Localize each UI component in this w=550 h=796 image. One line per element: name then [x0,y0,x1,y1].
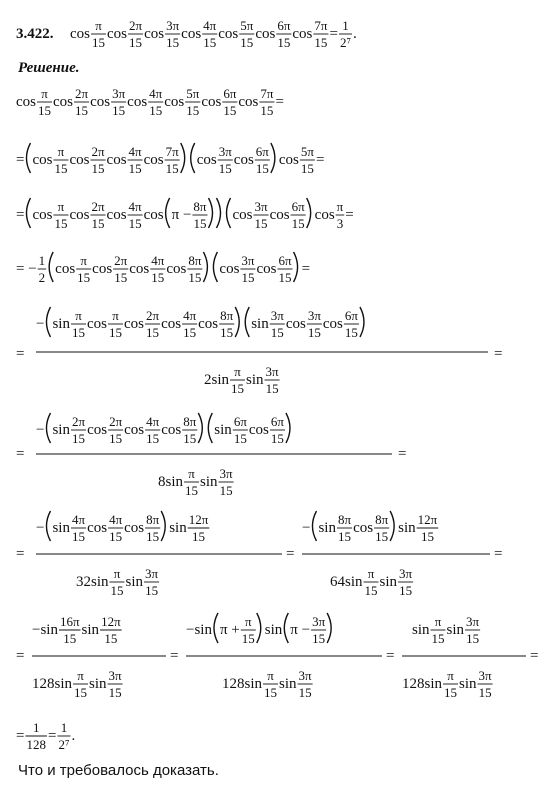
math-text: 2sin [204,372,230,388]
fraction-denominator: 2⁷ [339,35,351,50]
fraction-numerator: 3π [312,614,326,629]
math-text: = [315,152,325,168]
math-text: cos [201,94,222,110]
fraction-denominator: 15 [72,529,86,544]
paren-right [360,307,364,337]
math-text: cos [269,207,290,223]
math-text: cos [256,261,277,277]
fraction-denominator: 15 [74,685,88,700]
fraction-denominator: 128 [26,737,46,752]
fraction-numerator: 8π [337,512,352,527]
conclusion-text: Что и требовалось доказать. [18,762,219,779]
fraction-numerator: π [75,308,82,323]
fraction-denominator: 15 [128,216,142,231]
fraction-denominator: 15 [344,325,358,340]
fraction-denominator: 15 [166,35,180,50]
fraction-numerator: 2π [75,86,89,101]
math-text: sin [81,622,100,638]
fraction-denominator: 15 [307,325,321,340]
fraction-numerator: 2π [129,18,143,33]
math-text: sin [89,676,107,692]
fraction-denominator: 15 [254,216,268,231]
math-text: cos [164,94,185,110]
fraction-numerator: 2π [109,414,123,429]
math-text: cos [285,316,306,332]
fraction-denominator: 15 [109,529,123,544]
fraction-numerator: 7π [314,18,328,33]
fraction-denominator: 15 [149,103,163,118]
fraction-denominator: 15 [146,431,160,446]
math-text: cos [238,94,259,110]
fraction-numerator: 3π [478,668,492,683]
fraction-denominator: 3 [336,216,344,231]
math-text: = [386,648,395,664]
paren-right [161,511,165,541]
fraction-numerator: 7π [260,86,274,101]
fraction-numerator: 8π [188,253,202,268]
fraction-numerator: 1 [60,720,68,735]
math-text: cos [90,94,111,110]
fraction-numerator: 6π [277,18,291,33]
fraction-denominator: 15 [444,685,458,700]
math-text: = [16,152,25,168]
fraction-denominator: 15 [291,216,305,231]
math-text: = [47,728,57,744]
math-text: sin [412,622,430,638]
paren-left [312,511,316,541]
math-text: sin [398,520,416,536]
fraction-numerator: 3π [270,308,284,323]
fraction-denominator: 15 [146,529,160,544]
paren-left [208,413,212,443]
fraction-denominator: 15 [260,103,274,118]
fraction-numerator: 1 [38,253,46,268]
math-text: = [494,546,503,562]
fraction-numerator: π [234,364,241,379]
fraction-denominator: 15 [183,431,197,446]
math-text: = [398,446,407,462]
fraction-numerator: 4π [151,253,165,268]
fraction-denominator: 15 [185,483,199,498]
fraction-denominator: 15 [420,529,434,544]
fraction-numerator: 2π [91,199,105,214]
math-text: cos [107,26,127,42]
fraction-denominator: 15 [145,583,159,598]
fraction-numerator: π [188,466,195,481]
math-text: cos [87,520,108,536]
math-text: = [275,94,284,110]
fraction-denominator: 15 [38,103,51,118]
math-text: sin [264,622,283,638]
math-text: = [170,648,179,664]
math-text: cos [32,152,53,168]
math-text: cos [124,520,145,536]
math-text: . [71,728,76,744]
fraction-numerator: 3π [298,668,312,683]
fraction-numerator: 4π [128,199,142,214]
fraction-numerator: 2π [71,414,86,429]
paren-right [271,143,275,173]
math-text: = [16,346,25,362]
math-text: cos [322,316,343,332]
math-text: cos [248,422,269,438]
fraction-numerator: 7π [165,144,179,159]
fraction-denominator: 15 [72,431,86,446]
fraction-numerator: 3π [265,364,279,379]
paren-left [46,307,50,337]
math-text: cos [161,316,182,332]
paren-left [26,143,30,173]
fraction-denominator: 15 [104,631,118,646]
paren-left [166,198,170,228]
math-text: cos [314,207,335,223]
math-text: −sin [32,622,58,638]
fraction-denominator: 15 [108,685,122,700]
math-text: . [352,26,357,42]
math-text: cos [69,152,90,168]
fraction-numerator: 3π [166,18,180,33]
fraction-denominator: 15 [151,270,165,285]
math-text: cos [87,422,108,438]
math-text: sin [459,676,477,692]
fraction-denominator: 15 [478,685,492,700]
fraction-denominator: 15 [110,583,124,598]
fraction-denominator: 15 [91,216,105,231]
fraction-denominator: 15 [270,325,284,340]
fraction-numerator: π [113,566,121,581]
fraction-denominator: 15 [219,483,233,498]
math-text: = [16,728,25,744]
fraction-denominator: 15 [270,431,284,446]
fraction-numerator: 8π [193,199,207,214]
paren-left [49,252,53,282]
math-text: cos [278,152,299,168]
fraction-denominator: 15 [312,631,326,646]
math-text: = − [16,261,37,277]
fraction-denominator: 15 [77,270,91,285]
fraction-denominator: 15 [278,270,292,285]
fraction-denominator: 15 [146,325,160,340]
fraction-numerator: 8π [375,512,389,527]
fraction-denominator: 15 [63,631,77,646]
fraction-numerator: 3π [112,86,126,101]
math-text: cos [219,261,240,277]
paren-left [191,143,195,173]
fraction-denominator: 15 [109,431,123,446]
math-text: = [345,207,354,223]
math-text: cos [218,26,239,42]
fraction-denominator: 15 [75,103,89,118]
math-text: − [36,316,45,332]
math-text: sin [169,520,187,536]
fraction-denominator: 15 [364,583,378,598]
fraction-denominator: 15 [188,270,202,285]
math-text: 64sin [330,574,363,590]
fraction-denominator: 15 [466,631,480,646]
fraction-numerator: 12π [417,512,438,527]
math-text: sin [379,574,398,590]
math-text: 128sin [402,676,443,692]
fraction-numerator: 6π [270,414,284,429]
fraction-numerator: π [267,668,274,683]
math-text: cos [161,422,182,438]
paren-right [203,252,207,282]
paren-right [294,252,298,282]
math-text: cos [292,26,313,42]
math-text: cos [196,152,217,168]
math-text: = [286,546,295,562]
fraction-denominator: 15 [277,35,291,50]
paren-right [327,613,331,643]
paren-left [26,198,30,228]
fraction-denominator: 15 [193,216,207,231]
fraction-numerator: 4π [71,512,86,527]
fraction-denominator: 15 [314,35,328,50]
math-text: cos [198,316,219,332]
fraction-numerator: 3π [254,199,268,214]
fraction-denominator: 15 [203,35,217,50]
fraction-numerator: 12π [101,614,121,629]
fraction-numerator: 2π [145,308,160,323]
fraction-numerator: 3π [399,566,413,581]
fraction-denominator: 15 [91,161,105,176]
fraction-denominator: 15 [112,103,126,118]
math-text: sin [251,316,269,332]
fraction-numerator: π [367,566,375,581]
math-text: sin [214,422,232,438]
math-text: cos [70,26,90,42]
math-text: cos [233,152,254,168]
fraction-denominator: 15 [231,381,245,396]
math-text: sin [125,574,144,590]
math-text: sin [52,316,70,332]
fraction-numerator: 3π [108,668,122,683]
fraction-numerator: 2π [114,253,128,268]
math-text: π − [290,622,311,638]
fraction-denominator: 2⁷ [58,737,70,752]
math-text: cos [181,26,202,42]
fraction-numerator: 4π [109,512,123,527]
math-text: cos [255,26,276,42]
paren-right [235,307,239,337]
math-text: = [16,446,25,462]
math-text: cos [232,207,253,223]
fraction-denominator: 15 [218,161,232,176]
math-text: sin [279,676,297,692]
math-text: π − [171,207,192,223]
fraction-numerator: 3π [307,308,321,323]
fraction-numerator: 2π [91,144,105,159]
math-text: cos [106,152,127,168]
fraction-denominator: 15 [240,35,254,50]
fraction-denominator: 15 [265,381,279,396]
fraction-denominator: 15 [255,161,269,176]
fraction-numerator: π [112,308,119,323]
fraction-numerator: 1 [342,18,349,33]
math-text: sin [200,474,218,490]
fraction-numerator: 5π [186,86,200,101]
fraction-denominator: 15 [186,103,200,118]
fraction-denominator: 15 [114,270,128,285]
math-text: = [329,26,338,42]
paren-right [257,613,261,643]
fraction-numerator: π [41,86,48,101]
fraction-denominator: 15 [233,431,247,446]
paren-left [213,252,217,282]
fraction-numerator: π [57,199,65,214]
math-text: 128sin [222,676,263,692]
fraction-numerator: 1 [32,720,40,735]
fraction-denominator: 15 [192,529,206,544]
math-text: = [301,261,311,277]
paren-left [245,307,249,337]
math-text: sin [246,372,264,388]
fraction-denominator: 15 [183,325,197,340]
fraction-numerator: 3π [145,566,159,581]
fraction-numerator: 8π [146,512,160,527]
fraction-denominator: 15 [241,270,255,285]
fraction-denominator: 2 [38,270,46,285]
fraction-denominator: 15 [92,35,105,50]
fraction-numerator: 5π [240,18,254,33]
fraction-denominator: 15 [399,583,413,598]
fraction-numerator: π [57,144,65,159]
math-text: 32sin [76,574,109,590]
fraction-denominator: 15 [108,325,122,340]
paren-right [198,413,202,443]
paren-right [181,143,185,173]
math-text: cos [92,261,113,277]
math-text: cos [123,316,144,332]
math-text: cos [144,26,165,42]
fraction-numerator: π [77,668,84,683]
math-text: = [530,648,539,664]
math-text: − [36,422,45,438]
paren-left [46,511,50,541]
fraction-numerator: 3π [218,144,232,159]
fraction-denominator: 15 [300,161,314,176]
math-text: cos [55,261,76,277]
math-text: cos [143,207,164,223]
math-text: cos [106,207,127,223]
math-text: cos [69,207,90,223]
fraction-denominator: 15 [165,161,179,176]
fraction-numerator: 6π [255,144,269,159]
fraction-numerator: 16π [59,614,80,629]
fraction-denominator: 15 [128,161,142,176]
fraction-numerator: 6π [344,308,358,323]
fraction-numerator: 8π [183,414,197,429]
fraction-numerator: 3π [466,614,480,629]
math-text: − [36,520,45,536]
problem-number: 3.422. [16,26,54,42]
math-text: = [494,346,503,362]
math-text: cos [124,422,145,438]
math-text: cos [53,94,73,110]
math-text: cos [32,207,53,223]
fraction-denominator: 15 [129,35,143,50]
paren-right [307,198,311,228]
fraction-denominator: 15 [338,529,352,544]
fraction-denominator: 15 [223,103,237,118]
fraction-numerator: 6π [291,199,305,214]
math-text: cos [86,316,107,332]
math-text: cos [129,261,150,277]
fraction-denominator: 15 [54,216,68,231]
fraction-denominator: 15 [375,529,389,544]
paren-left [214,613,218,643]
fraction-numerator: 3π [241,253,255,268]
fraction-denominator: 15 [71,325,85,340]
math-text: cos [353,520,374,536]
solution-heading: Решение. [18,60,80,76]
math-text: = [16,207,25,223]
paren-right [217,198,221,228]
math-text: 8sin [158,474,184,490]
math-text: cos [16,94,36,110]
fraction-numerator: 5π [300,144,314,159]
fraction-numerator: 8π [220,308,234,323]
fraction-numerator: π [336,199,344,214]
fraction-denominator: 15 [241,631,255,646]
fraction-numerator: 4π [203,18,217,33]
math-text: − [302,520,311,536]
fraction-numerator: π [434,614,442,629]
math-text: −sin [186,622,212,638]
math-text: cos [143,152,164,168]
math-text: 128sin [32,676,73,692]
fraction-numerator: 6π [233,414,247,429]
math-text: cos [127,94,148,110]
fraction-numerator: 6π [223,86,237,101]
fraction-denominator: 15 [54,161,68,176]
fraction-numerator: π [95,18,102,33]
math-text: sin [52,520,70,536]
fraction-numerator: 4π [146,414,160,429]
fraction-denominator: 15 [298,685,312,700]
math-text: sin [52,422,70,438]
paren-right [286,413,290,443]
fraction-denominator: 15 [264,685,278,700]
fraction-numerator: π [244,614,252,629]
fraction-numerator: 4π [128,144,142,159]
fraction-denominator: 15 [431,631,445,646]
fraction-numerator: π [447,668,454,683]
math-text: sin [318,520,336,536]
paren-right [390,511,394,541]
fraction-numerator: 4π [183,308,197,323]
math-text: sin [446,622,465,638]
fraction-numerator: 12π [188,512,209,527]
fraction-numerator: π [80,253,87,268]
math-text: π + [219,622,240,638]
fraction-numerator: 3π [219,466,233,481]
fraction-numerator: 4π [149,86,163,101]
paren-left [227,198,231,228]
fraction-denominator: 15 [220,325,234,340]
paren-left [46,413,50,443]
math-text: = [16,546,25,562]
fraction-numerator: 6π [278,253,292,268]
math-text: = [16,648,25,664]
math-text: cos [166,261,187,277]
paren-left [284,613,288,643]
paren-right [209,198,213,228]
